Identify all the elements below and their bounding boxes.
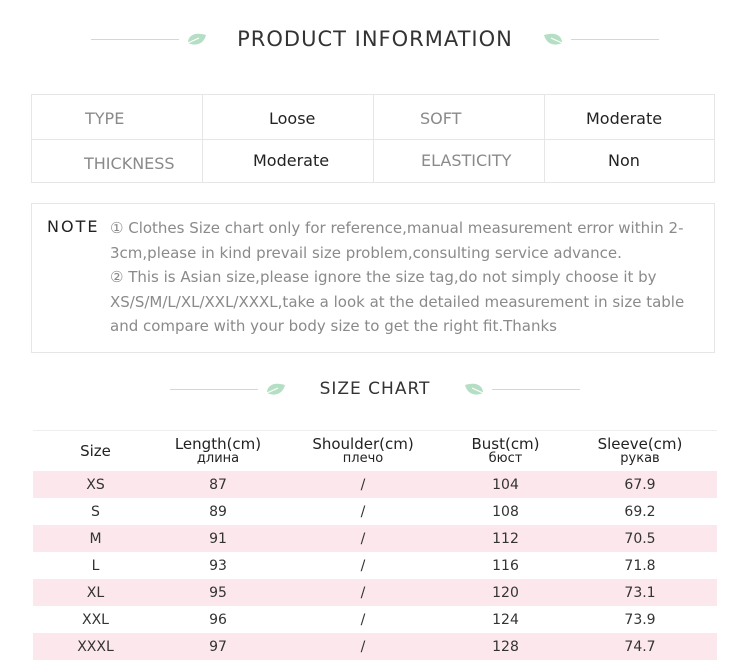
- table-row: [33, 606, 717, 633]
- table-cell: 95: [158, 579, 278, 606]
- elasticity-label: ELASTICITY: [421, 151, 512, 170]
- product-info-table: [31, 94, 715, 183]
- table-cell: /: [278, 579, 448, 606]
- table-row: [33, 633, 717, 660]
- table-cell: 128: [448, 633, 563, 660]
- grid-divider: [32, 139, 714, 140]
- type-label: TYPE: [85, 109, 125, 128]
- table-cell: 70.5: [563, 525, 717, 552]
- table-cell: /: [278, 471, 448, 498]
- table-cell: 87: [158, 471, 278, 498]
- table-cell: /: [360, 557, 366, 574]
- table-cell: /: [360, 503, 366, 520]
- table-cell: 69.2: [624, 503, 656, 520]
- leaf-icon: [264, 379, 290, 399]
- table-cell: 124: [492, 611, 519, 628]
- product-information-heading: [0, 24, 750, 54]
- table-row: [33, 525, 717, 552]
- table-cell: 93: [209, 557, 227, 574]
- table-cell: 67.9: [563, 471, 717, 498]
- heading-divider-left: [170, 389, 258, 390]
- heading-divider-left: [91, 39, 179, 40]
- table-cell: 73.1: [563, 579, 717, 606]
- note-box: [31, 203, 715, 353]
- heading-divider-right: [492, 389, 580, 390]
- table-cell: L: [91, 557, 100, 574]
- table-cell: 97: [158, 633, 278, 660]
- table-cell: /: [360, 611, 366, 628]
- column-header: Shoulder(cm) плечо: [312, 434, 414, 466]
- table-row: [33, 579, 717, 606]
- table-cell: 116: [492, 557, 519, 574]
- type-value: Loose: [269, 109, 316, 128]
- table-cell: 73.9: [624, 611, 656, 628]
- size-chart-table: [33, 430, 717, 660]
- leaf-icon: [185, 29, 211, 49]
- table-cell: 120: [448, 579, 563, 606]
- section-title: SIZE CHART: [319, 379, 431, 399]
- table-cell: XS: [33, 471, 158, 498]
- table-cell: S: [91, 503, 100, 520]
- table-cell: XL: [33, 579, 158, 606]
- table-cell: M: [33, 525, 158, 552]
- thickness-label: THICKNESS: [84, 154, 175, 173]
- table-cell: 96: [209, 611, 227, 628]
- leaf-icon: [460, 379, 486, 399]
- table-cell: XXXL: [33, 633, 158, 660]
- column-header: Bust(cm) бюст: [471, 434, 540, 466]
- table-cell: 89: [209, 503, 227, 520]
- leaf-icon: [539, 29, 565, 49]
- table-cell: /: [278, 525, 448, 552]
- column-header: Sleeve(cm) рукав: [597, 434, 683, 466]
- heading-divider-right: [571, 39, 659, 40]
- table-cell: /: [278, 633, 448, 660]
- soft-value: Moderate: [586, 109, 663, 128]
- table-row: [33, 498, 717, 525]
- column-header: Size: [80, 441, 111, 460]
- page-title: PRODUCT INFORMATION: [237, 27, 513, 51]
- table-cell: 91: [158, 525, 278, 552]
- table-row: [33, 471, 717, 498]
- table-header-row: [33, 431, 717, 472]
- table-cell: 71.8: [624, 557, 656, 574]
- note-text: [110, 216, 706, 339]
- table-row: [33, 552, 717, 579]
- table-cell: 112: [448, 525, 563, 552]
- note-label: NOTE: [47, 217, 100, 236]
- note-item: ① Clothes Size chart only for reference,manual measurement error within 2-3cm,please in kind prevail size problem,consulting service advance.: [110, 219, 684, 262]
- size-chart-heading: [0, 375, 750, 403]
- soft-label: SOFT: [420, 109, 462, 128]
- table-cell: 108: [492, 503, 519, 520]
- table-cell: XXL: [82, 611, 109, 628]
- column-header: Length(cm) длина: [174, 434, 262, 466]
- table-cell: 104: [448, 471, 563, 498]
- thickness-value: Moderate: [253, 151, 330, 170]
- table-cell: 74.7: [563, 633, 717, 660]
- note-item: ② This is Asian size,please ignore the size tag,do not simply choose it by XS/S/M/L/XL/XXL/XXXL,take a look at the detailed measurement in size table and compare with your body size to get the right fit.Thanks: [110, 268, 685, 335]
- elasticity-value: Non: [608, 151, 640, 170]
